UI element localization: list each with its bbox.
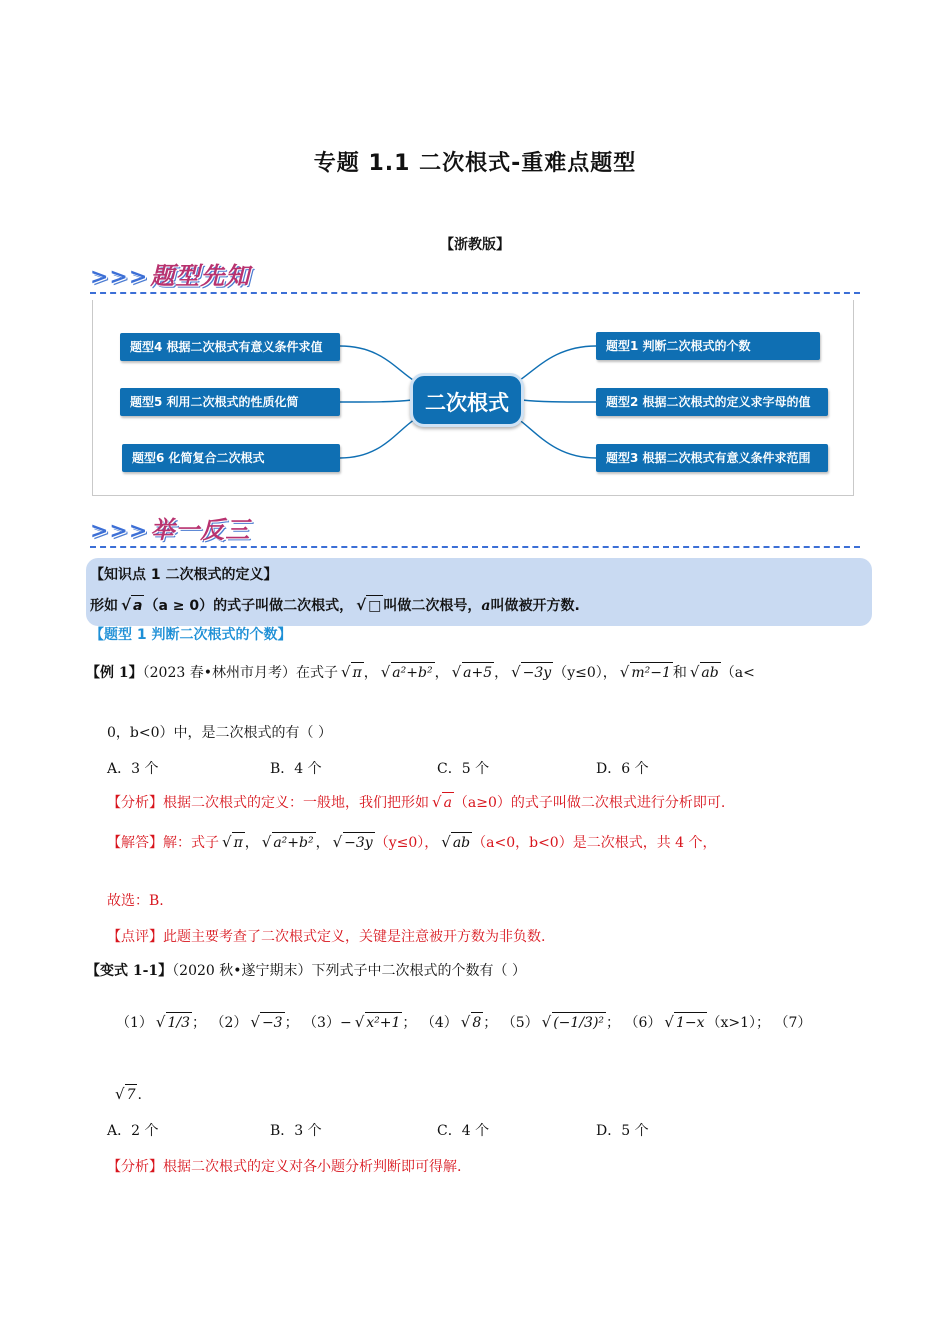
variant-analysis: 【分析】根据二次根式的定义对各小题分析判断即可得解. — [107, 1159, 462, 1175]
mindmap-node-type6: 题型6 化简复合二次根式 — [122, 444, 340, 472]
banner-examples — [90, 510, 250, 545]
variant-option-a: A．2 个 — [107, 1123, 159, 1139]
type1-heading: 【题型 1 判断二次根式的个数】 — [90, 627, 292, 643]
example1-answer: 【解答】解：式子√ π ，√ a²+b² ，√ −3y （y≤0），√ ab （a<0，b<0）是二次根式，共 4 个， — [107, 832, 717, 852]
banner-text: 举一反三 — [150, 515, 251, 544]
arrows-icon: >>> — [90, 264, 149, 290]
variant-option-c: C．4 个 — [437, 1123, 490, 1139]
variant-option-b: B．3 个 — [270, 1123, 322, 1139]
example1-question: 【例 1】（2023 春•林州市月考）在式子√ π ，√ a²+b² ，√ a+5 ，√ −3y （y≤0），√ m²−1 和√ ab （a< — [86, 662, 755, 682]
option-b: B．4 个 — [270, 761, 322, 777]
dashed-divider — [90, 546, 860, 548]
variant-item7: √ 7 . — [112, 1084, 142, 1103]
banner-text: 题型先知 — [150, 261, 251, 290]
example1-choice: 故选：B. — [107, 893, 164, 909]
mindmap-node-type4: 题型4 根据二次根式有意义条件求值 — [120, 333, 340, 361]
variant-items: （1）√ 1/3 ； （2）√ −3 ； （3）−√ x²+1 ； （4）√ 8 ； （5）√ (−1/3)² ； （6）√ 1−x （x>1）； （7） — [116, 1012, 811, 1032]
variant-question: 【变式 1-1】（2020 秋•遂宁期末）下列式子中二次根式的个数有（ ） — [86, 963, 526, 979]
option-a: A．3 个 — [107, 761, 159, 777]
example1-review: 【点评】此题主要考查了二次根式定义，关键是注意被开方数为非负数. — [107, 929, 546, 945]
example1-question-line2: 0，b<0）中，是二次根式的有（ ） — [107, 725, 332, 741]
arrows-icon: >>> — [90, 518, 149, 544]
option-c: C．5 个 — [437, 761, 490, 777]
page-title: 专题 1.1 二次根式-重难点题型 — [313, 151, 637, 176]
example1-analysis: 【分析】根据二次根式的定义：一般地，我们把形如√ a （a≥0）的式子叫做二次根式进行分析即可. — [107, 792, 725, 812]
mindmap-center: 二次根式 — [410, 373, 524, 427]
mindmap-node-type2: 题型2 根据二次根式的定义求字母的值 — [596, 388, 828, 416]
mindmap-node-type1: 题型1 判断二次根式的个数 — [596, 332, 820, 360]
mindmap-node-type5: 题型5 利用二次根式的性质化简 — [120, 388, 340, 416]
knowledge-title: 【知识点 1 二次根式的定义】 — [90, 567, 278, 583]
mindmap-connectors — [0, 0, 950, 520]
variant-option-d: D．5 个 — [596, 1123, 649, 1139]
mindmap-node-type3: 题型3 根据二次根式有意义条件求范围 — [596, 444, 828, 472]
knowledge-body: 形如√ a （a ≥ 0）的式子叫做二次根式，√ □ 叫做二次根号，a叫做被开方数. — [90, 595, 580, 615]
edition-label: 【浙教版】 — [440, 237, 510, 253]
connector-left-2 — [340, 400, 412, 402]
connector-right-2 — [522, 400, 596, 402]
option-d: D．6 个 — [596, 761, 649, 777]
